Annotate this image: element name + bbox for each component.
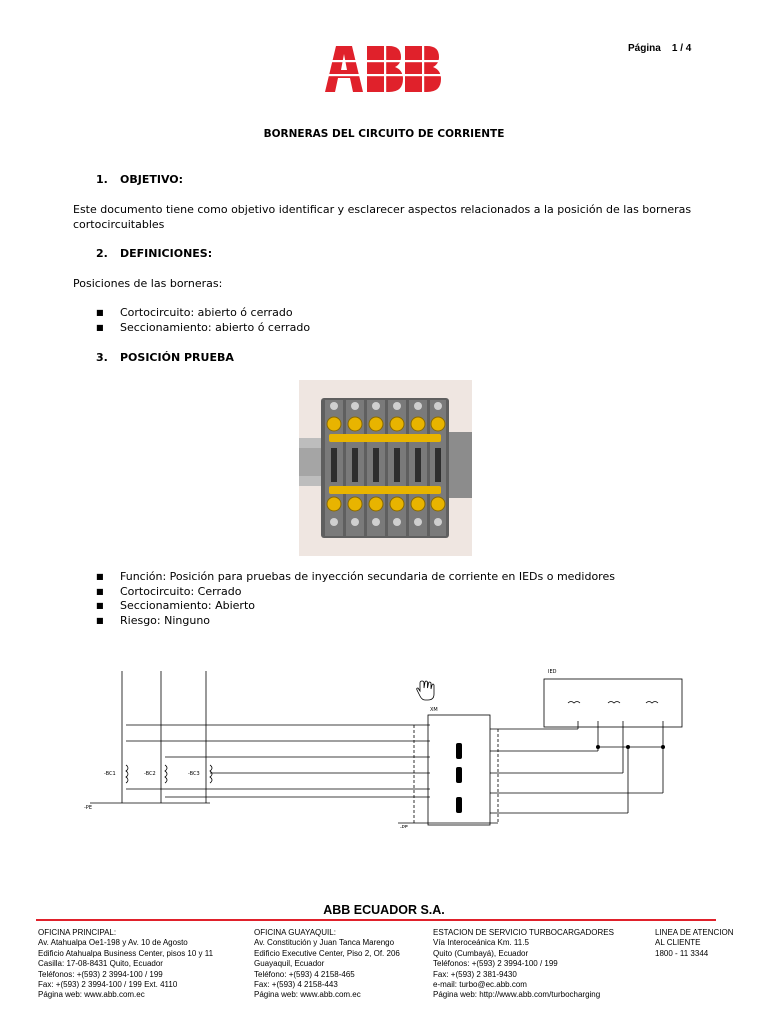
test-position-list bbox=[96, 570, 615, 628]
positions-intro: Posiciones de las borneras: bbox=[73, 277, 223, 290]
footer-divider bbox=[36, 919, 716, 921]
wiring-schematic bbox=[78, 663, 688, 828]
section-objetivo-heading bbox=[96, 173, 183, 186]
list-item: ■ Riesgo: Ninguno bbox=[96, 613, 211, 627]
list-item: ■ Seccionamiento: abierto ó cerrado bbox=[96, 320, 311, 334]
footer-office-guayaquil: OFICINA GUAYAQUIL: Av. Constitución y Juan Tanca Marengo Edificio Executive Center, Piso 2, Of. 206 Guayaquil, Ecuador Teléfono: +(593) 4 2158-465 Fax: +(593) 4 2158-443 Página web: www.abb.com.ec bbox=[254, 928, 400, 1000]
objective-paragraph: Este documento tiene como objetivo identificar y esclarecer aspectos relacionados a la posición de las borneras cortocircuitables bbox=[73, 203, 692, 231]
hand-cursor-icon bbox=[417, 681, 434, 700]
footer-office-main: OFICINA PRINCIPAL: Av. Atahualpa Oe1-198 y Av. 10 de Agosto Edificio Atahualpa Business Center, pisos 10 y 11 Casilla: 17-08-8431 Quito, Ecuador Teléfonos: +(593) 2 3994-100 / 199 Fax: +(593) 2 3994-100 / 199 Ext. 4110 Página web: www.abb.com.ec bbox=[38, 928, 214, 1000]
section-number: 1. bbox=[96, 173, 108, 186]
list-item: ■ Cortocircuito: abierto ó cerrado bbox=[96, 306, 293, 319]
list-item: ■ Cortocircuito: Cerrado bbox=[96, 584, 242, 598]
page-number: Página 1 / 4 bbox=[628, 43, 692, 54]
footer-heading: ESTACION DE SERVICIO TURBOCARGADORES bbox=[433, 928, 614, 937]
section-number: 3. bbox=[96, 351, 108, 364]
footer-heading: OFICINA PRINCIPAL: bbox=[38, 928, 117, 937]
terminal-block-photo bbox=[299, 380, 472, 556]
bullet-icon: ■ bbox=[96, 308, 104, 317]
abb-logo bbox=[325, 46, 441, 92]
list-item: ■ Seccionamiento: Abierto bbox=[96, 599, 255, 613]
ied-label: IED bbox=[548, 669, 557, 675]
bc-label: -BC1 bbox=[104, 771, 116, 777]
definitions-list bbox=[96, 306, 310, 335]
footer-heading: OFICINA GUAYAQUIL: bbox=[254, 928, 336, 937]
document-title: BORNERAS DEL CIRCUITO DE CORRIENTE bbox=[263, 128, 505, 140]
footer-customer-line: LINEA DE ATENCION AL CLIENTE 1800 - 11 3344 bbox=[655, 928, 734, 958]
pe-label: -PE bbox=[400, 825, 408, 828]
section-definiciones-heading bbox=[96, 247, 212, 260]
list-item: ■ Función: Posición para pruebas de inyección secundaria de corriente en IEDs o medidores bbox=[96, 570, 615, 583]
section-number: 2. bbox=[96, 247, 108, 260]
bullet-icon: ■ bbox=[96, 322, 104, 332]
bullet-icon: ■ bbox=[96, 601, 104, 611]
pe-label: -PE bbox=[84, 805, 92, 811]
section-title: OBJETIVO: bbox=[120, 173, 184, 186]
bullet-icon: ■ bbox=[96, 586, 104, 596]
bc-label: -BC3 bbox=[188, 771, 200, 777]
bc-label: -BC2 bbox=[144, 771, 156, 777]
xm-label: XM bbox=[430, 707, 438, 713]
footer-company: ABB ECUADOR S.A. bbox=[323, 903, 445, 917]
footer-service-station: ESTACION DE SERVICIO TURBOCARGADORES Vía Interoceánica Km. 11.5 Quito (Cumbayá), Ecuador Teléfonos: +(593) 2 3994-100 / 199 Fax: +(593) 2 381-9430 e-mail: turbo@ec.abb.com Página web: http://www.abb.com/turbocharging bbox=[433, 928, 614, 1000]
bullet-icon: ■ bbox=[96, 615, 104, 625]
footer-heading: LINEA DE ATENCION bbox=[655, 928, 734, 937]
section-title: DEFINICIONES: bbox=[120, 247, 213, 260]
section-posicion-prueba-heading bbox=[96, 351, 234, 364]
bullet-icon: ■ bbox=[96, 572, 104, 581]
section-title: POSICIÓN PRUEBA bbox=[120, 351, 234, 364]
